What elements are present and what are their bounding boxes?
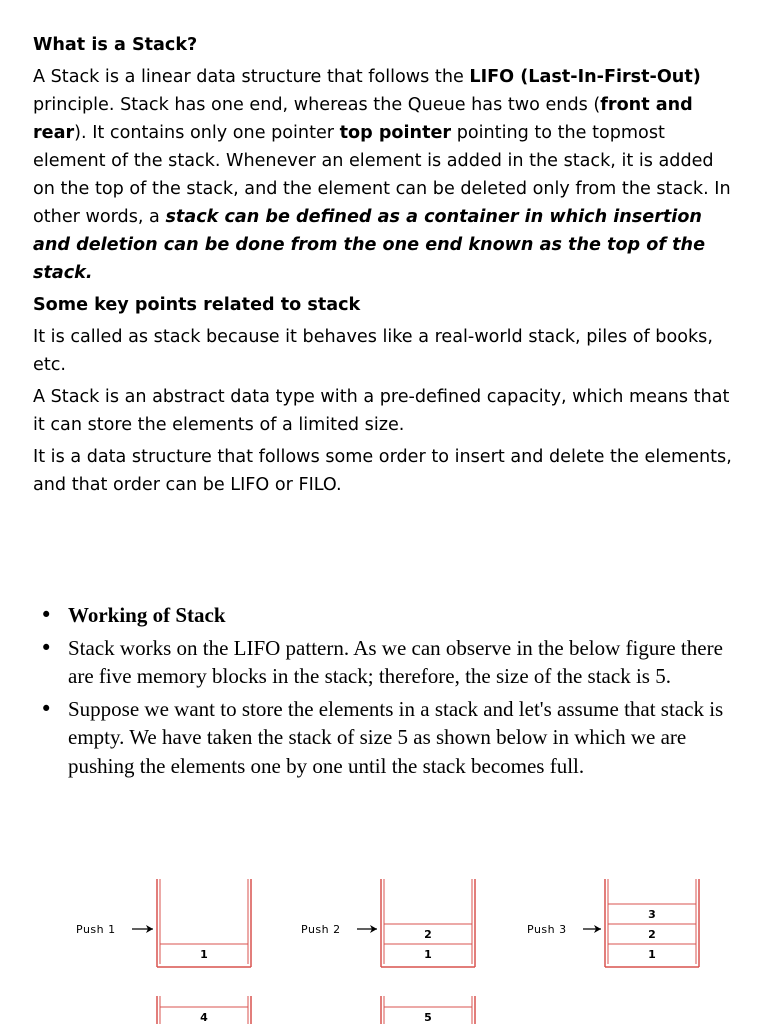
bullet-item-suppose (40, 695, 740, 781)
definition-text-4: pointing to the topmost element of the stack. Whenever an element is added in the stack, it is added on the top of the stack, and the element can be deleted only from the stack. In other words, a (33, 123, 731, 227)
stack-cell-value: 1 (648, 948, 656, 961)
bullet-item-lifo (40, 634, 740, 691)
intro-section (33, 31, 738, 503)
stack-1 (76, 879, 251, 967)
key-point-3: It is a data structure that follows some order to insert and delete the elements, and that order can be LIFO or FILO. (33, 447, 732, 495)
bullet-text-suppose: Suppose we want to store the elements in a stack and let's assume that stack is empty. We have taken the stack of size 5 as shown below in which we are pushing the elements one by one until the stack becomes full. (68, 696, 724, 778)
stack-4 (157, 996, 251, 1024)
heading-key-points: Some key points related to stack (33, 295, 361, 315)
definition-text-1: A Stack is a linear data structure that follows the (33, 67, 470, 87)
stack-cell-value: 1 (200, 948, 208, 961)
stack-push-diagram (0, 860, 768, 1024)
bullet-symbol: • (40, 696, 53, 721)
heading-what-is-stack: What is a Stack? (33, 35, 198, 55)
bullet-text-lifo: Stack works on the LIFO pattern. As we can observe in the below figure there are five memory blocks in the stack; therefore, the size of the stack is 5. (68, 635, 723, 688)
push-label: Push 1 (76, 923, 116, 936)
definition-text-3: ). It contains only one pointer (74, 123, 340, 143)
definition-bold-front-rear: front and rear (33, 95, 693, 143)
stack-5 (381, 996, 475, 1024)
key-point-2: A Stack is an abstract data type with a pre-defined capacity, which means that it can store the elements of a limited size. (33, 387, 730, 435)
stack-3 (527, 879, 699, 967)
definition-bold-top-pointer: top pointer (339, 123, 452, 143)
bullet-symbol: • (40, 603, 53, 627)
stack-cell-value: 5 (424, 1011, 432, 1024)
definition-bold-italic: stack can be defined as a container in which insertion and deletion can be done from the one end known as the top of the stack. (33, 207, 705, 283)
stack-diagram-svg (0, 860, 768, 1024)
stack-cell-value: 2 (648, 928, 656, 941)
key-point-1: It is called as stack because it behaves like a real-world stack, piles of books, etc. (33, 327, 713, 375)
stack-cell-value: 1 (424, 948, 432, 961)
push-label: Push 3 (527, 923, 567, 936)
stack-definition-paragraph (33, 63, 738, 287)
definition-bold-lifo: LIFO (Last-In-First-Out) (469, 67, 701, 87)
bullet-text-working: Working of Stack (68, 603, 226, 627)
stack-2 (301, 879, 475, 967)
stack-cell-value: 3 (648, 908, 656, 921)
push-label: Push 2 (301, 923, 341, 936)
bullet-item-working (40, 601, 740, 630)
stack-cell-value: 2 (424, 928, 432, 941)
bullet-list (40, 601, 740, 784)
definition-text-2: principle. Stack has one end, whereas the Queue has two ends ( (33, 95, 601, 115)
bullet-symbol: • (40, 635, 53, 660)
stack-cell-value: 4 (200, 1011, 208, 1024)
